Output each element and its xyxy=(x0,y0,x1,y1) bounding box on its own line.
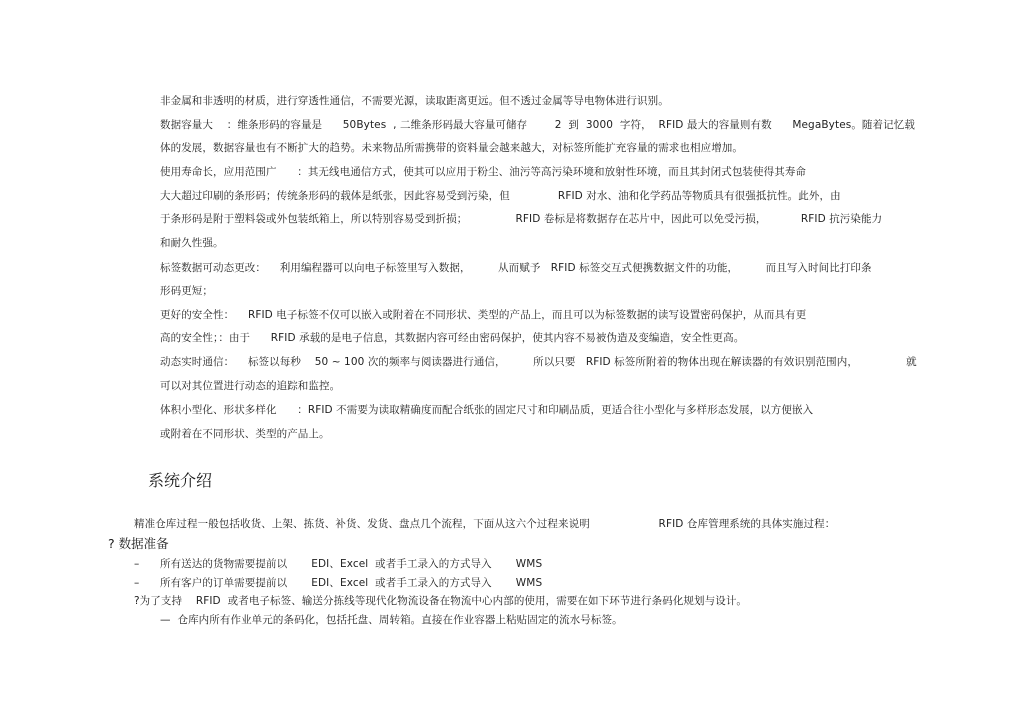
feature-line: 大大超过印刷的条形码；传统条形码的载体是纸张，因此容易受到污染，但 RFID 对水、油和化学药品等物质具有很强抵抗性。此外，由 xyxy=(160,190,841,202)
subsection-heading: ? 数据准备 xyxy=(108,536,169,551)
section-heading: 系统介绍 xyxy=(148,471,213,490)
intro-paragraph: 精准仓库过程一般包括收货、上架、拣货、补货、发货、盘点几个流程，下面从这六个过程来说明 RFID 仓库管理系统的具体实施过程： xyxy=(134,518,836,530)
feature-line: 形码更短； xyxy=(160,285,213,297)
dash-list-item: — 仓库内所有作业单元的条码化，包括托盘、周转箱。直接在作业容器上粘贴固定的流水号标签。 xyxy=(160,614,623,626)
feature-line: 更好的安全性： RFID 电子标签不仅可以嵌入或附着在不同形状、类型的产品上，而且可以为标签数据的读写设置密码保护，从而具有更 xyxy=(160,309,807,321)
support-line: ?为了支持 RFID 或者电子标签、输送分拣线等现代化物流设备在物流中心内部的使用，需要在如下环节进行条码化规划与设计。 xyxy=(134,595,748,607)
feature-line: 可以对其位置进行动态的追踪和监控。 xyxy=(160,380,341,392)
list-item: – 所有送达的货物需要提前以 EDI、Excel 或者手工录入的方式导入 WMS xyxy=(134,558,543,570)
feature-line: 动态实时通信： 标签以每秒 50 ~ 100 次的频率与阅读器进行通信， 所以只要 RFID 标签所附着的物体出现在解读器的有效识别范围内， 就 xyxy=(160,356,917,368)
feature-line: 或附着在不同形状、类型的产品上。 xyxy=(160,428,330,440)
feature-line: 体的发展，数据容量也有不断扩大的趋势。未来物品所需携带的资料量会越来越大，对标签所能扩充容量的需求也相应增加。 xyxy=(160,142,743,154)
feature-line: 和耐久性强。 xyxy=(160,237,224,249)
list-item: – 所有客户的订单需要提前以 EDI、Excel 或者手工录入的方式导入 WMS xyxy=(134,577,543,589)
feature-line: 体积小型化、形状多样化 ：RFID 不需要为读取精确度而配合纸张的固定尺寸和印刷品质，更适合往小型化与多样形态发展，以方便嵌入 xyxy=(160,404,814,416)
feature-line: 高的安全性；：由于 RFID 承载的是电子信息，其数据内容可经由密码保护，使其内容不易被伪造及变编造，安全性更高。 xyxy=(160,332,745,344)
feature-line: 标签数据可动态更改： 利用编程器可以向电子标签里写入数据， 从而赋予 RFID 标签交互式便携数据文件的功能， 而且写入时间比打印条 xyxy=(160,262,872,274)
feature-line: 非金属和非透明的材质，进行穿透性通信，不需要光源，读取距离更远。但不透过金属等导电物体进行识别。 xyxy=(160,95,669,107)
feature-line: 数据容量大 ：维条形码的容量是 50Bytes , 二维条形码最大容量可储存 2 到 3000 字符， RFID 最大的容量则有数 MegaBytes。随着记忆载 xyxy=(160,119,915,131)
feature-line: 于条形码是附于塑料袋或外包装纸箱上，所以特别容易受到折损； RFID 卷标是将数据存在芯片中，因此可以免受污损， RFID 抗污染能力 xyxy=(160,213,883,225)
feature-line: 使用寿命长，应用范围广 ：其无线电通信方式，使其可以应用于粉尘、油污等高污染环境和放射性环境，而且其封闭式包装使得其寿命 xyxy=(160,166,807,178)
